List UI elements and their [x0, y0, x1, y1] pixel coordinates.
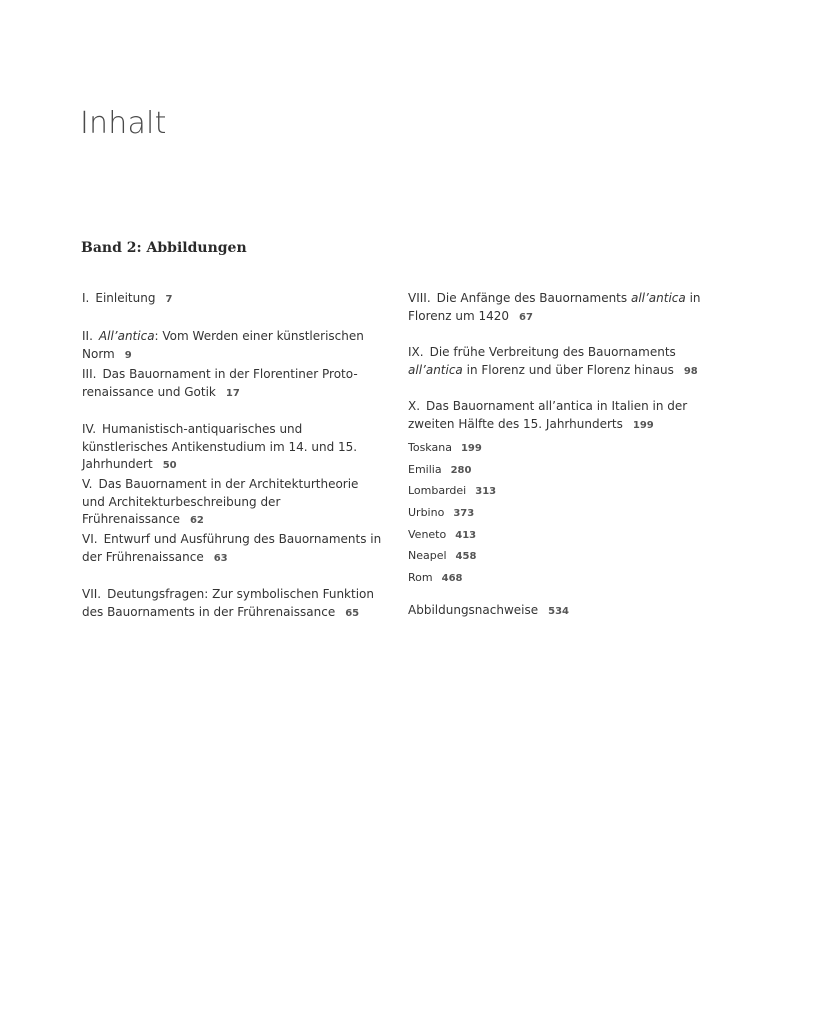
toc-entry-page: 67	[519, 311, 533, 323]
toc-entry-2[interactable]	[82, 328, 382, 364]
toc-subentry-toskana[interactable]	[408, 439, 728, 458]
toc-entry-6[interactable]	[82, 531, 382, 567]
toc-subentry-page: 280	[450, 465, 472, 476]
toc-entry-number: VI.	[82, 532, 98, 546]
toc-subentry-emilia[interactable]	[408, 461, 728, 480]
toc-entry-page: 199	[632, 419, 654, 431]
toc-entry-title: Deutungsfragen: Zur symbolischen Funktion des Bauornaments in der Frührenaissance	[82, 587, 374, 619]
toc-entry-title: Die Anfänge des Bauornaments	[436, 291, 631, 305]
toc-entry-page: 98	[683, 365, 698, 377]
toc-subentry-label: Emilia	[408, 463, 442, 476]
toc-entry-abbildungsnachweise[interactable]	[408, 602, 728, 621]
toc-entry-page: 17	[225, 387, 240, 399]
toc-subentry-rom[interactable]	[408, 569, 728, 588]
toc-subentry-label: Rom	[408, 571, 433, 584]
toc-subentry-label: Urbino	[408, 506, 445, 519]
toc-entry-number: V.	[82, 477, 93, 491]
toc-subentry-page: 413	[455, 530, 477, 541]
toc-entry-10[interactable]	[408, 398, 728, 434]
toc-entry-title: Das Bauornament in der Florentiner Proto-renaissance und Gotik	[82, 367, 358, 399]
toc-entry-title: Die frühe Verbreitung des Bauornaments	[429, 345, 676, 359]
toc-entry-title-italic: All’antica	[98, 329, 155, 343]
toc-entry-1[interactable]	[82, 290, 382, 309]
toc-entry-title: Abbildungsnachweise	[408, 603, 539, 617]
toc-entry-number: IV.	[82, 422, 97, 436]
toc-subentry-veneto[interactable]	[408, 526, 728, 545]
toc-subentry-label: Toskana	[408, 441, 452, 454]
page-title: Inhalt	[80, 106, 167, 141]
toc-entry-page: 65	[345, 607, 360, 619]
toc-entry-3[interactable]	[82, 366, 382, 402]
toc-entry-title-italic: all’antica	[408, 362, 463, 377]
toc-entry-4[interactable]	[82, 421, 382, 475]
toc-subentry-page: 199	[460, 443, 482, 454]
toc-subentry-urbino[interactable]	[408, 504, 728, 523]
toc-entry-number: IX.	[408, 345, 424, 359]
toc-subentry-label: Neapel	[408, 549, 447, 562]
toc-entry-page: 7	[165, 294, 173, 305]
toc-entry-title: : Vom Werden einer künstlerischen Norm	[82, 329, 364, 361]
toc-subentry-page: 313	[475, 486, 497, 497]
toc-subentry-page: 458	[455, 551, 477, 562]
toc-entry-5[interactable]	[82, 476, 382, 530]
toc-entry-number: III.	[82, 367, 97, 381]
toc-entry-number: VIII.	[408, 291, 431, 305]
toc-entry-title-italic: all’antica	[630, 291, 686, 305]
toc-entry-8[interactable]	[408, 290, 728, 326]
toc-entry-title: Das Bauornament in der Architekturtheorie und Architekturbeschreibung der Frührenaissance	[82, 477, 359, 526]
toc-entry-7[interactable]	[82, 586, 382, 622]
toc-entry-page: 63	[213, 552, 228, 564]
band-heading: Band 2: Abbildungen	[81, 240, 247, 256]
toc-entry-number: I.	[82, 291, 90, 305]
toc-entry-number: VII.	[82, 587, 102, 601]
toc-subentry-lombardei[interactable]	[408, 482, 728, 501]
toc-entry-page: 62	[189, 515, 204, 526]
toc-entry-page: 9	[124, 349, 132, 361]
toc-entry-page: 534	[548, 606, 570, 617]
toc-entry-title: in Florenz und über Florenz hinaus	[462, 362, 674, 377]
toc-subentry-page: 468	[441, 573, 463, 584]
toc-entry-title: Einleitung	[95, 291, 156, 305]
toc-subentry-label: Lombardei	[408, 484, 467, 497]
toc-entry-number: II.	[82, 329, 93, 343]
toc-entry-9[interactable]	[408, 344, 728, 380]
toc-entry-title: Das Bauornament all’antica in Italien in der zweiten Hälfte des 15. Jahrhunderts	[408, 399, 688, 431]
toc-subentry-neapel[interactable]	[408, 547, 728, 566]
toc-entry-title: Entwurf und Ausführung des Bauornaments in der Frührenaissance	[82, 532, 382, 564]
toc-entry-page: 50	[162, 460, 177, 471]
toc-entry-number: X.	[408, 399, 421, 413]
toc-entry-title: in Florenz um 1420	[408, 291, 701, 323]
toc-subentry-page: 373	[453, 508, 475, 519]
toc-entry-title: Humanistisch-antiquarisches und künstlerisches Antikenstudium im 14. und 15. Jahrhundert	[82, 422, 358, 471]
toc-subentry-label: Veneto	[408, 528, 447, 541]
